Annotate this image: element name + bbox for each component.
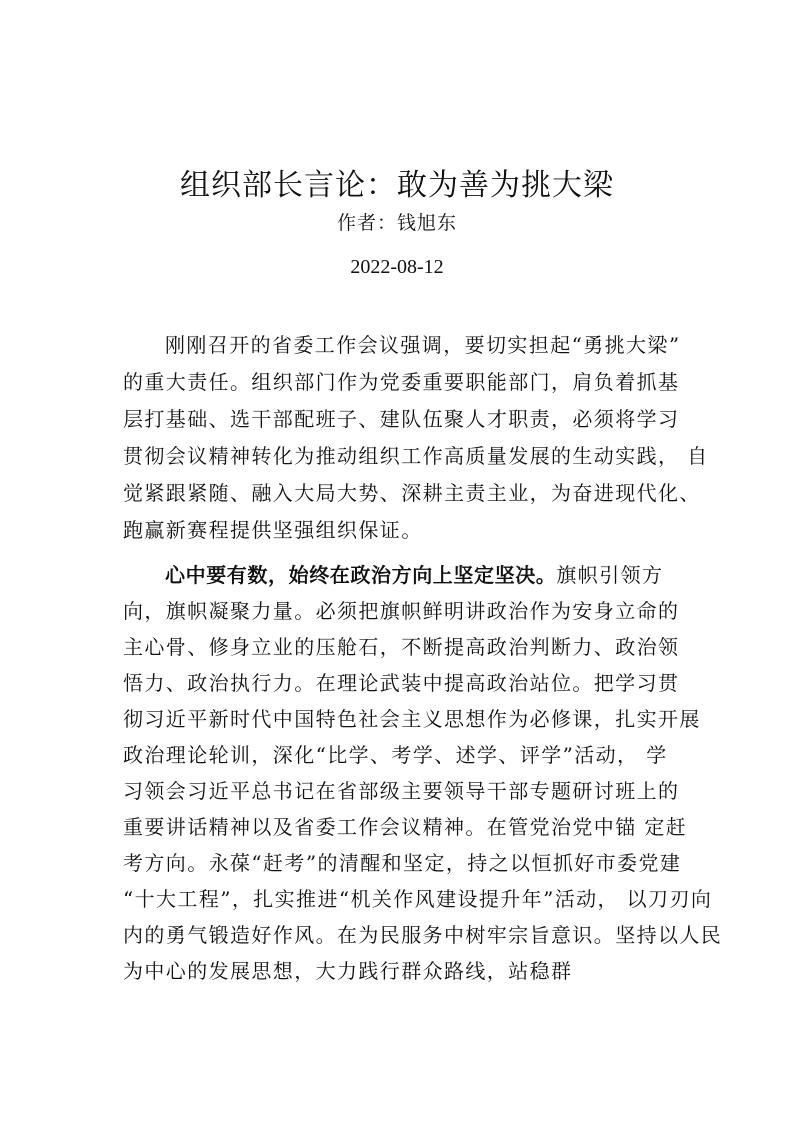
article-title: 组织部长言论：敢为善为挑大梁 <box>180 168 614 204</box>
paragraph-2-line: 悟力、政治执行力。在理论武装中提高政治站位。把学习贯 <box>123 671 680 695</box>
paragraph-1-line: 贯彻会议精神转化为推动组织工作高质量发展的生动实践， 自 <box>123 444 709 468</box>
paragraph-1-line: 层打基础、选干部配班子、建队伍聚人才职责，必须将学习 <box>123 407 680 431</box>
paragraph-2-line: 考方向。永葆“赶考”的清醒和坚定，持之以恒抓好市委党建 <box>123 851 682 875</box>
paragraph-2-line: 主心骨、修身立业的压舱石，不断提高政治判断力、政治领 <box>123 635 680 659</box>
paragraph-1-line: 刚刚召开的省委工作会议强调，要切实担起“勇挑大梁” <box>165 333 681 357</box>
paragraph-2-line: “十大工程”，扎实推进“机关作风建设提升年”活动， 以刀刃向 <box>123 887 713 911</box>
paragraph-2-first-line <box>165 560 663 590</box>
paragraph-2-line: 重要讲话精神以及省委工作会议精神。在管党治党中锚 定赶 <box>123 815 688 839</box>
paragraph-2-line: 内的勇气锻造好作风。在为民服务中树牢宗旨意识。坚持以人民 <box>123 923 723 947</box>
paragraph-2-line: 彻习近平新时代中国特色社会主义思想作为必修课，扎实开展 <box>123 707 701 731</box>
paragraph-1-line: 觉紧跟紧随、融入大局大势、深耕主责主业，为奋进现代化、 <box>123 481 701 505</box>
article-author: 作者：钱旭东 <box>336 212 457 234</box>
paragraph-2-line: 为中心的发展思想，大力践行群众路线，站稳群 <box>123 959 573 983</box>
paragraph-1-line: 的重大责任。组织部门作为党委重要职能部门，肩负着抓基 <box>123 370 680 394</box>
paragraph-2-heading: 心中要有数，始终在政治方向上坚定坚决。 <box>165 563 557 587</box>
paragraph-1-line: 跑赢新赛程提供坚强组织保证。 <box>123 518 423 542</box>
paragraph-2-line: 习领会习近平总书记在省部级主要领导干部专题研讨班上的 <box>123 779 680 803</box>
paragraph-2-line: 政治理论轮训，深化“比学、考学、述学、评学”活动， 学 <box>123 743 668 767</box>
paragraph-2-first-line-rest: 旗帜引领方 <box>556 563 664 587</box>
article-date: 2022-08-12 <box>350 256 444 278</box>
paragraph-2-line: 向，旗帜凝聚力量。必须把旗帜鲜明讲政治作为安身立命的 <box>123 599 680 623</box>
